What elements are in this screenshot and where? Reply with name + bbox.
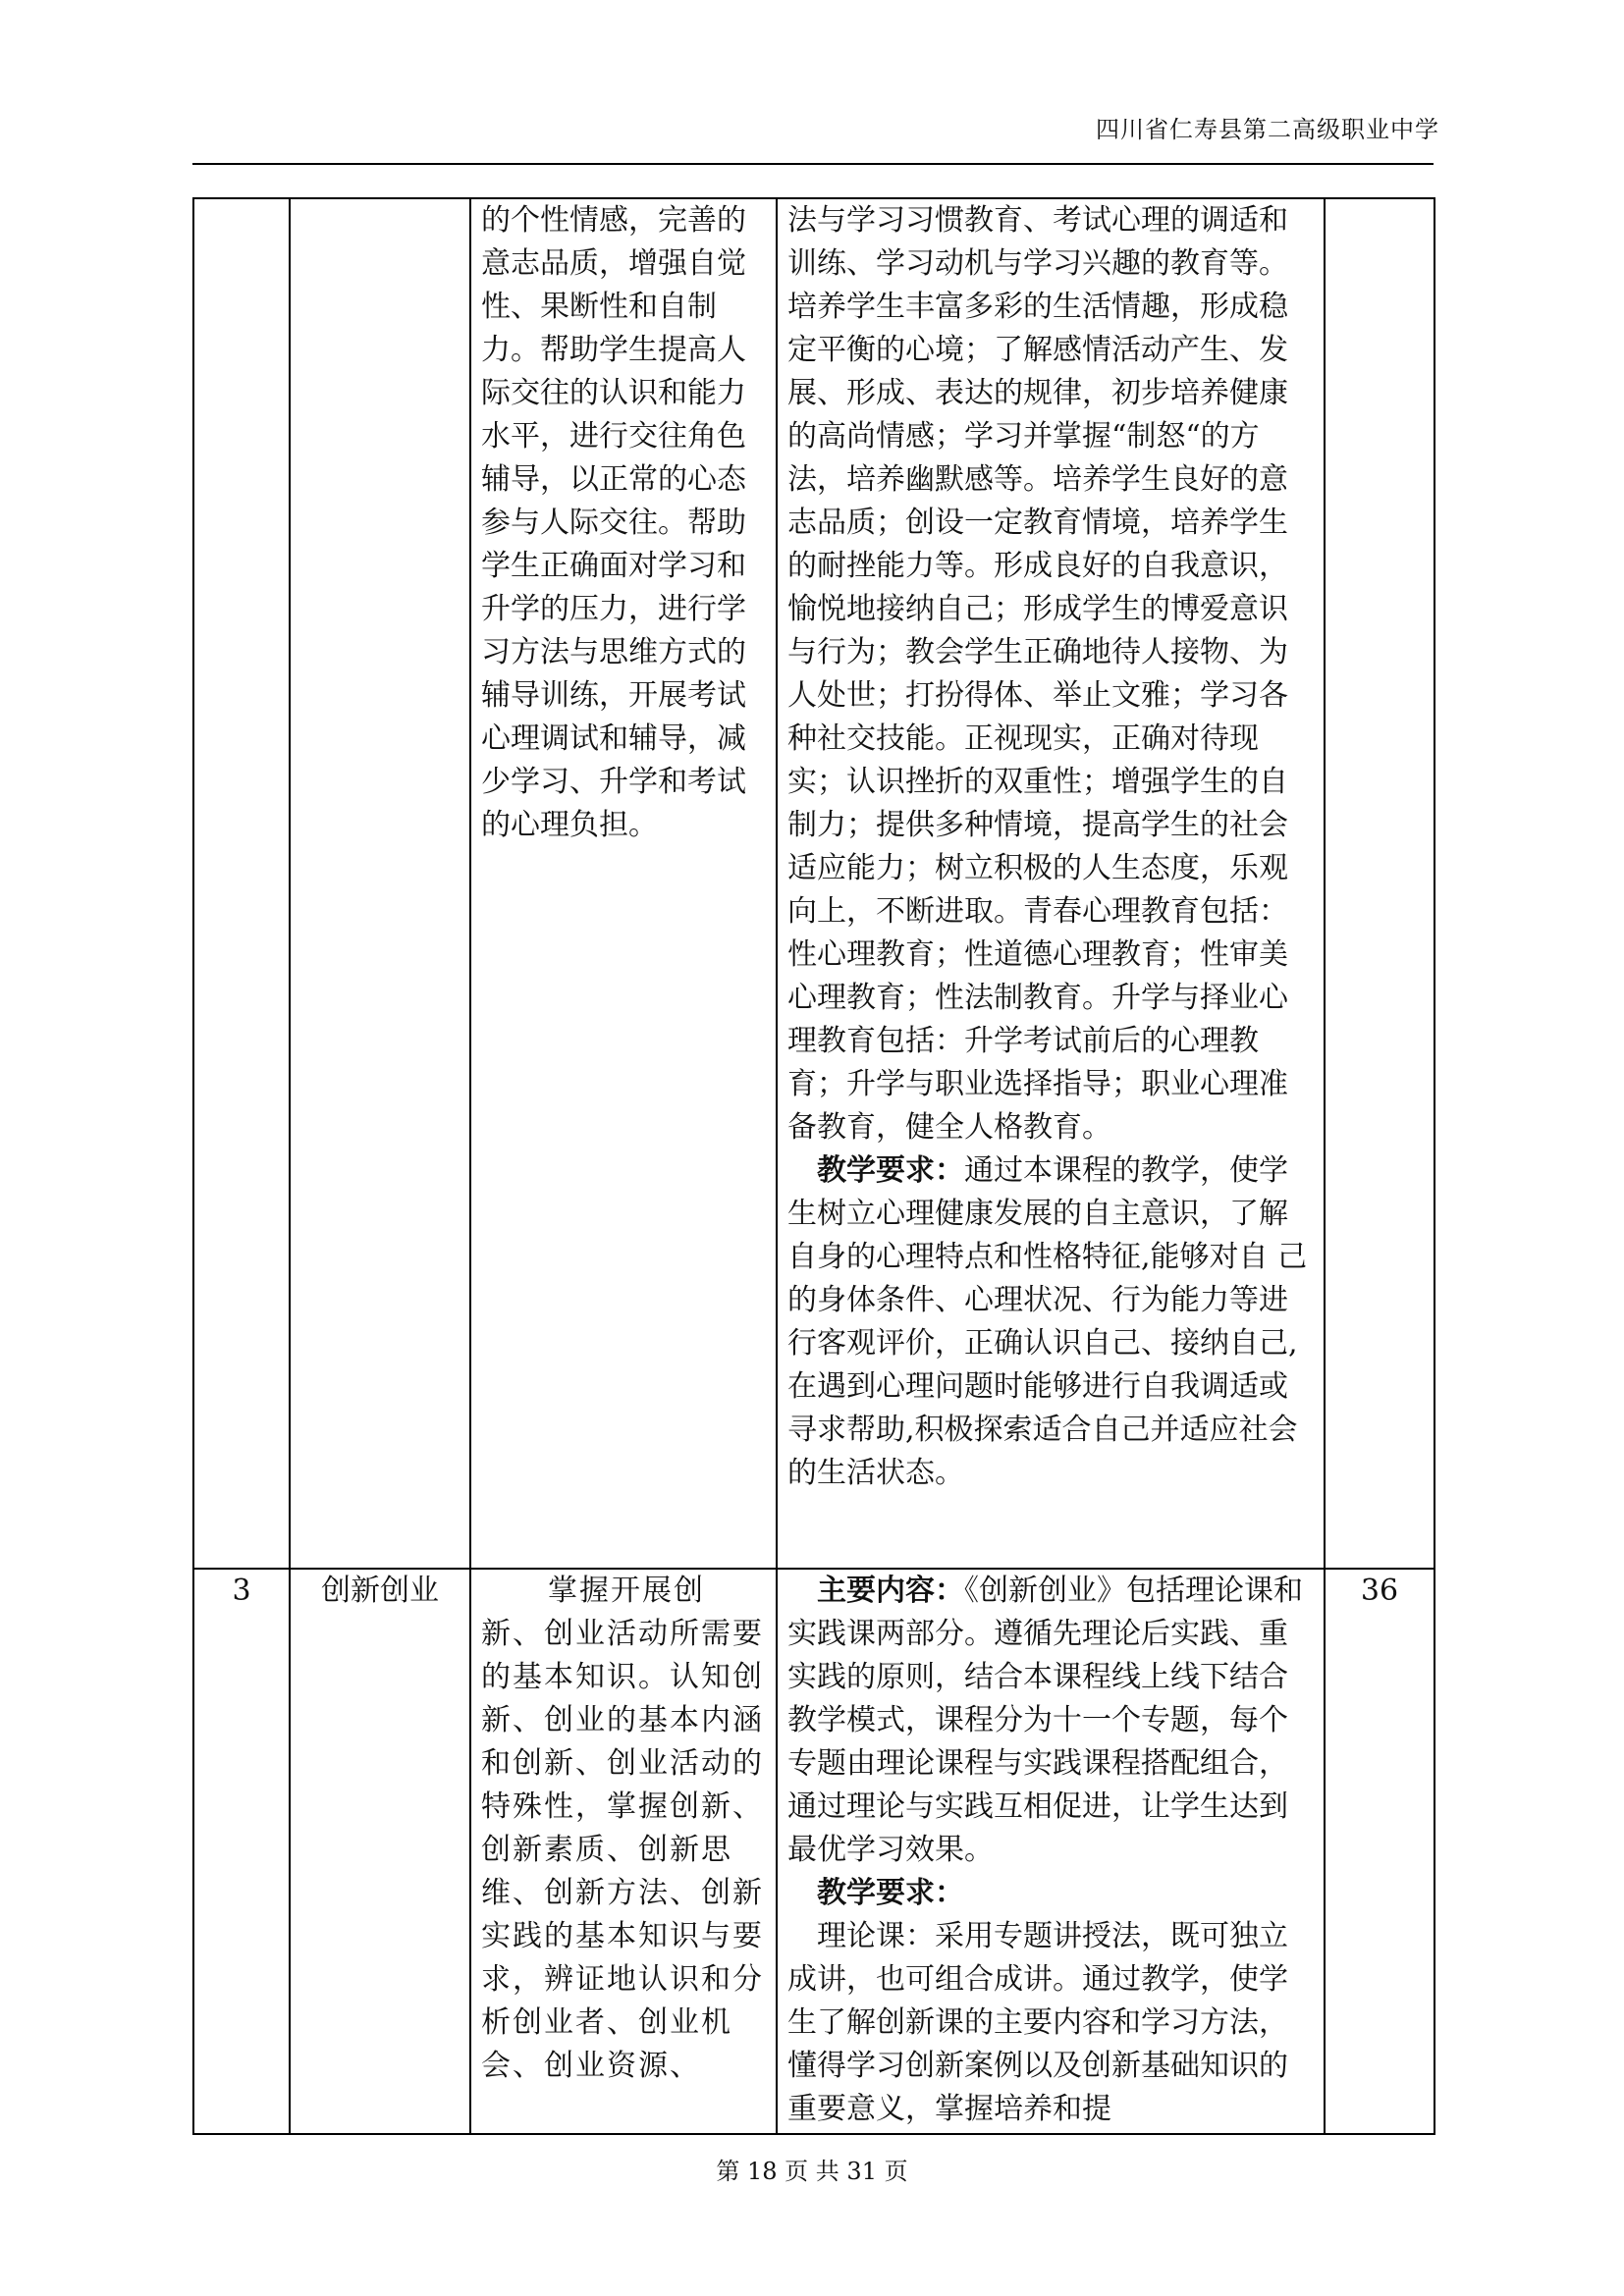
course-name (290, 198, 470, 1569)
course-content: 法与学习习惯教育、考试心理的调适和训练、学习动机与学习兴趣的教育等。培养学生丰富多彩的生活情趣，形成稳定平衡的心境；了解感情活动产生、发展、形成、表达的规律，初步培养健康的高尚情感；学习并掌握“制怒“的方法，培养幽默感等。培养学生良好的意志品质；创设一定教育情境，培养学生的耐挫能力等。形成良好的自我意识，愉悦地接纳自己；形成学生的博爱意识与行为；教会学生正确地待人接物、为人处世；打扮得体、举止文雅；学习各种社交技能。正视现实，正确对待现实；认识挫折的双重性；增强学生的自制力；提供多种情境，提高学生的社会适应能力；树立积极的人生态度，乐观向上，不断进取。青春心理教育包括：性心理教育；性道德心理教育；性审美心理教育；性法制教育。升学与择业心理教育包括：升学考试前后的心理教育；升学与职业选择指导；职业心理准备教育，健全人格教育。 (787, 203, 1288, 1145)
teaching-requirements-label-line (787, 1872, 1314, 1915)
course-hours: 36 (1325, 1569, 1435, 2134)
page-number: 第 18 页 共 31 页 (716, 2158, 908, 2185)
course-table (192, 197, 1435, 2135)
course-number (193, 198, 290, 1569)
teaching-requirements (787, 1149, 1314, 1495)
course-objectives: 掌握开展创新、创业活动所需要的基本知识。认知创新、创业的基本内涵和创新、创业活动的特殊性，掌握创新、创新素质、创新思维、创新方法、创新实践的基本知识与要求，辨证地认识和分析创业者、创业机会、创业资源、 (481, 1574, 764, 2083)
content-text: 《创新创业》包括理论课和实践课两部分。遵循先理论后实践、重实践的原则，结合本课程线上线下结合教学模式，课程分为十一个专题，每个专题由理论课程与实践课程搭配组合，通过理论与实践互相促进，让学生达到最优学习效果。 (787, 1574, 1303, 1867)
course-hours (1325, 198, 1435, 1569)
header-rule (192, 163, 1434, 165)
table-row (193, 1569, 1435, 2134)
course-name: 创新创业 (290, 1569, 470, 2134)
course-number: 3 (193, 1569, 290, 2134)
requirements-text: 通过本课程的教学，使学生树立心理健康发展的自主意识，了解自身的心理特点和性格特征,能够对自 己的身体条件、心理状况、行为能力等进行客观评价，正确认识自己、接纳自己,在遇到心理问题时能够进行自我调适或寻求帮助,积极探索适合自己并适应社会的生活状态。 (787, 1153, 1308, 1490)
teaching-requirements: 理论课：采用专题讲授法，既可独立成讲，也可组合成讲。通过教学，使学生了解创新课的主要内容和学习方法，懂得学习创新案例以及创新基础知识的重要意义，掌握培养和提 (787, 1919, 1288, 2126)
requirements-label: 教学要求： (817, 1876, 964, 1910)
content-label: 主要内容： (817, 1574, 964, 1608)
table-row (193, 198, 1435, 1569)
school-header: 四川省仁寿县第二高级职业中学 (1096, 116, 1439, 143)
main-content (787, 1570, 1314, 1872)
requirements-label: 教学要求： (817, 1153, 964, 1188)
course-objectives: 的个性情感，完善的意志品质，增强自觉性、果断性和自制力。帮助学生提高人际交往的认识和能力水平，进行交往角色辅导，以正常的心态参与人际交往。帮助学生正确面对学习和升学的压力，进行学习方法与思维方式的辅导训练，开展考试心理调试和辅导，减少学习、升学和考试的心理负担。 (481, 203, 746, 842)
